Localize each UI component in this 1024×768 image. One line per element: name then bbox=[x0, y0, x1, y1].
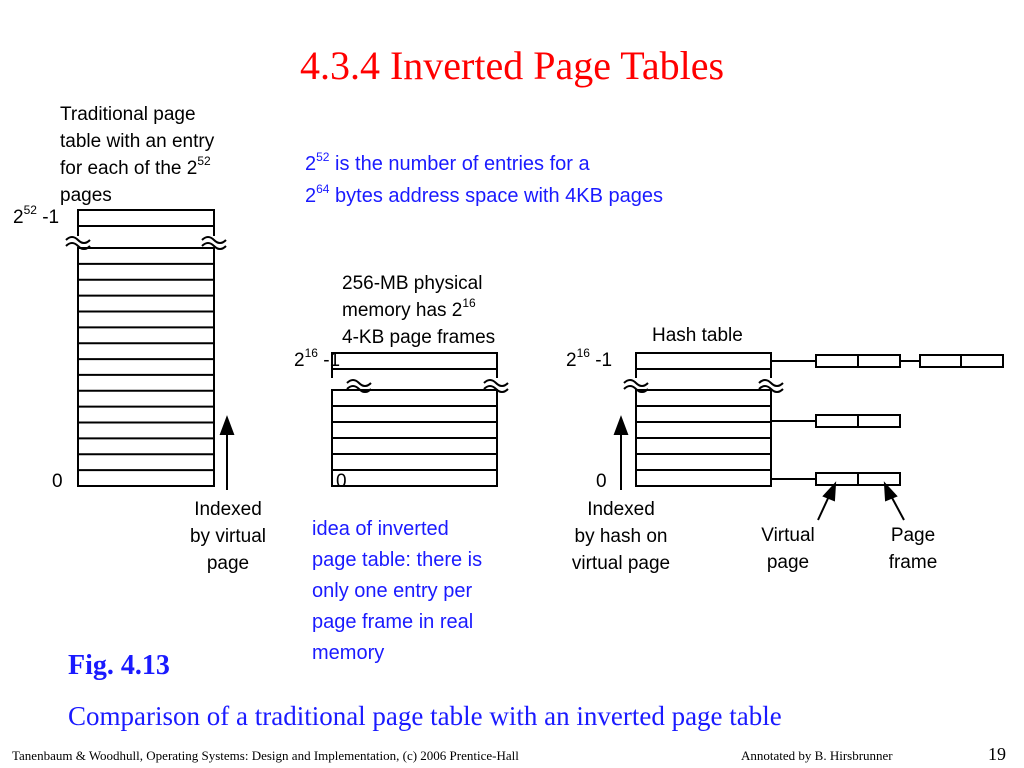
hash-chains bbox=[771, 355, 1003, 485]
inverted-idea-annotation: idea of inverted page table: there is only one entry per page frame in real memory bbox=[312, 518, 483, 664]
physical-description: 256-MB physical memory has $2^{16}$ 4-KB page frames bbox=[342, 273, 496, 348]
slide-title: 4.3.4 Inverted Page Tables bbox=[299, 43, 725, 88]
arrow-icon bbox=[885, 484, 896, 500]
entries-annotation bbox=[305, 148, 663, 212]
up-arrow-icon bbox=[221, 418, 233, 434]
traditional-top-entry bbox=[78, 210, 214, 226]
physical-bottom-index: 0 bbox=[336, 471, 347, 492]
traditional-description bbox=[60, 101, 214, 209]
traditional-bottom-index: 0 bbox=[52, 471, 63, 492]
inverted-top-entry bbox=[332, 353, 497, 369]
traditional-desc-line: table with an entry bbox=[60, 131, 215, 152]
traditional-top-index: $2^{52}$ -1 bbox=[13, 203, 60, 228]
hash-bottom-index: 0 bbox=[596, 471, 607, 492]
footer-source: Tanenbaum & Woodhull, Operating Systems: Design and Implementation, (c) 2006 Prentice-Hall bbox=[12, 748, 519, 763]
hash-arrow-label: Indexed by hash on virtual page bbox=[571, 499, 671, 574]
page-frame-label: Page frame bbox=[888, 525, 938, 573]
physical-top-index: $2^{16}$ -1 bbox=[294, 346, 341, 371]
inverted-page-table bbox=[332, 353, 497, 486]
hash-table bbox=[636, 353, 771, 486]
footer-annotated: Annotated by B. Hirsbrunner bbox=[741, 748, 893, 763]
up-arrow-icon bbox=[615, 418, 627, 434]
traditional-desc-line: pages bbox=[60, 185, 112, 206]
traditional-desc-line: for each of the $2^{52}$ bbox=[60, 154, 211, 179]
figure-label: Fig. 4.13 bbox=[68, 650, 170, 681]
arrow-icon bbox=[824, 484, 835, 500]
hash-top-entry bbox=[636, 353, 771, 369]
traditional-desc-line: Traditional page bbox=[60, 104, 196, 125]
traditional-page-table bbox=[78, 210, 214, 486]
page-number: 19 bbox=[988, 744, 1006, 764]
entries-annotation-line: $2^{52}$ is the number of entries for a bbox=[305, 150, 590, 175]
figure-caption: Comparison of a traditional page table with an inverted page table bbox=[68, 701, 782, 731]
virtual-page-label: Virtual page bbox=[761, 525, 815, 573]
hash-top-index: $2^{16}$ -1 bbox=[566, 346, 613, 371]
traditional-arrow-label: Indexed by virtual page bbox=[189, 499, 267, 574]
hash-table-title: Hash table bbox=[652, 325, 743, 346]
entries-annotation-line: $2^{64}$ bytes address space with 4KB pages bbox=[305, 182, 664, 207]
traditional-entries bbox=[78, 248, 214, 486]
